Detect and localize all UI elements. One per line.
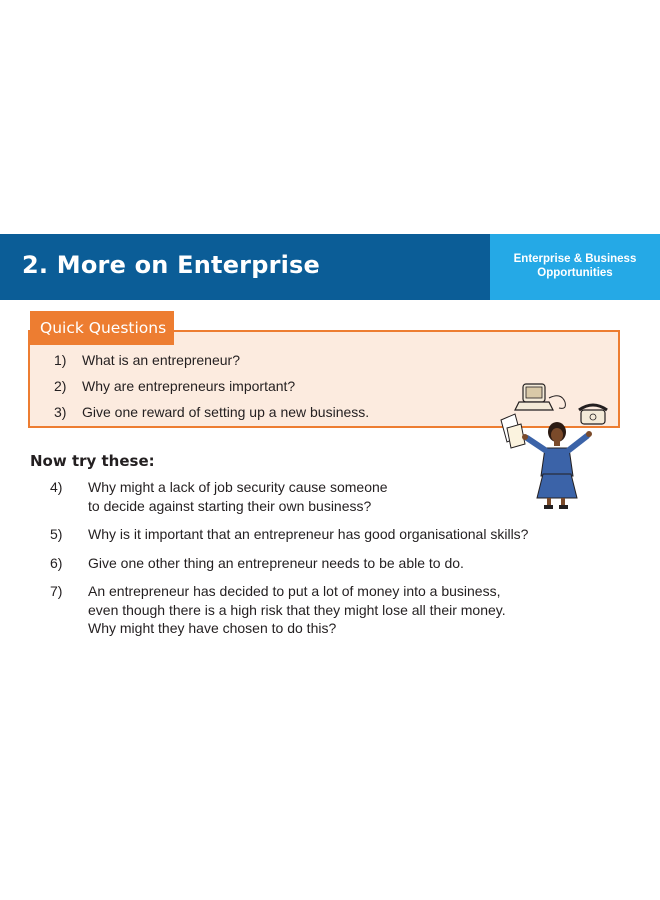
question-number: 7) bbox=[50, 583, 63, 599]
question-text: Give one reward of setting up a new business. bbox=[82, 404, 370, 420]
question-item bbox=[50, 582, 610, 638]
question-item bbox=[54, 378, 369, 404]
now-try-heading: Now try these: bbox=[30, 452, 155, 470]
page-title: 2. More on Enterprise bbox=[22, 251, 321, 279]
question-line: Why might a lack of job security cause someone bbox=[88, 479, 388, 495]
question-item bbox=[54, 404, 369, 430]
question-number: 6) bbox=[50, 554, 63, 571]
question-text bbox=[88, 478, 578, 515]
question-item bbox=[50, 554, 610, 573]
question-item bbox=[50, 525, 610, 544]
quick-questions-heading: Quick Questions bbox=[30, 311, 174, 345]
question-item bbox=[50, 478, 610, 515]
question-number: 3) bbox=[54, 404, 67, 420]
quick-questions-list bbox=[54, 352, 369, 430]
question-line: to decide against starting their own business? bbox=[88, 497, 372, 514]
telephone-icon bbox=[579, 405, 607, 424]
question-text bbox=[88, 554, 578, 573]
header-title-bar bbox=[0, 234, 490, 300]
page-header bbox=[0, 234, 660, 300]
topic-line-1: Enterprise & Business bbox=[513, 253, 637, 265]
question-number: 2) bbox=[54, 378, 67, 394]
question-text bbox=[88, 582, 578, 638]
question-number: 5) bbox=[50, 526, 63, 542]
topic-badge bbox=[490, 234, 660, 300]
question-line: Why is it important that an entrepreneur has good organisational skills? bbox=[88, 526, 529, 542]
question-number: 1) bbox=[54, 352, 67, 368]
question-item bbox=[54, 352, 369, 378]
computer-icon bbox=[515, 384, 565, 410]
topic-line-2: Opportunities bbox=[537, 267, 613, 279]
now-try-list bbox=[50, 478, 610, 648]
question-text bbox=[88, 525, 578, 544]
question-text: Why are entrepreneurs important? bbox=[82, 378, 296, 394]
papers-icon bbox=[501, 414, 525, 448]
question-line: An entrepreneur has decided to put a lot of money into a business, bbox=[88, 583, 501, 599]
question-line: even though there is a high risk that they might lose all their money. bbox=[88, 601, 506, 618]
question-line: Why might they have chosen to do this? bbox=[88, 620, 337, 636]
question-line: Give one other thing an entrepreneur needs to be able to do. bbox=[88, 554, 464, 571]
question-text: What is an entrepreneur? bbox=[82, 352, 240, 368]
question-number: 4) bbox=[50, 479, 63, 495]
